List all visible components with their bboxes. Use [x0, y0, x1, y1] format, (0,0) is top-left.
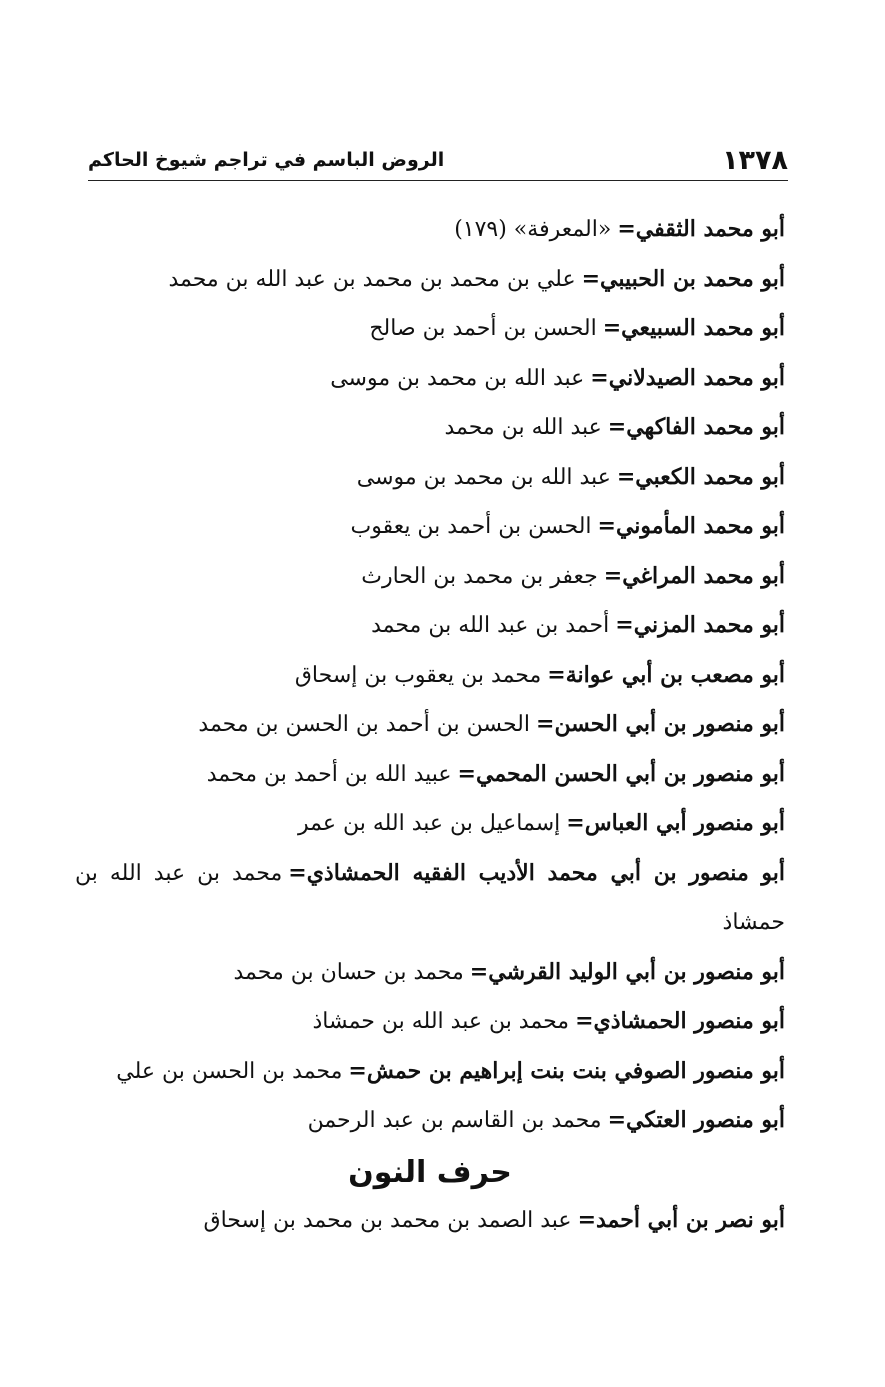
section-heading: حرف النون	[348, 1155, 512, 1190]
list-item: أبو محمد السبيعي=الحسن بن أحمد بن صالح	[369, 315, 785, 341]
page-header	[88, 140, 788, 180]
entry-identity: جعفر بن محمد بن الحارث	[361, 563, 598, 589]
entry-identity: الحسن بن أحمد بن الحسن بن محمد	[198, 712, 530, 737]
entry-identity: محمد بن يعقوب بن إسحاق	[294, 662, 542, 688]
list-item: أبو منصور أبي العباس=إسماعيل بن عبد الله بن عمر	[297, 810, 785, 836]
entry-identity: محمد بن الحسن بن علي	[116, 1058, 343, 1084]
entry-identity: عبد الله بن محمد بن موسى	[330, 365, 585, 391]
entry-identity: إسماعيل بن عبد الله بن عمر	[297, 811, 561, 836]
entry-identity: محمد بن حسان بن محمد	[233, 959, 464, 985]
header-rule	[88, 180, 788, 181]
list-item: أبو مصعب بن أبي عوانة=محمد بن يعقوب بن إسحاق	[294, 661, 785, 688]
list-item: أبو منصور بن أبي الحسن=الحسن بن أحمد بن الحسن بن محمد	[198, 711, 785, 737]
entry-kunya: أبو محمد الكعبي	[635, 463, 785, 490]
entry-kunya: أبو منصور بن أبي الحسن المحمي	[475, 760, 785, 787]
entry-identity: عبد الله بن محمد	[444, 415, 602, 440]
entry-identity: محمد بن عبد الله بن حمشاذ	[75, 860, 785, 935]
entry-kunya: أبو محمد بن الحبيبي	[600, 265, 785, 292]
entry-kunya: أبو محمد المراغي	[622, 562, 785, 589]
entry-kunya: أبو منصور بن أبي الوليد القرشي	[488, 958, 785, 985]
entry-kunya: أبو محمد السبيعي	[621, 315, 785, 341]
section-entry-list	[75, 1196, 785, 1246]
list-item: أبو محمد المأموني=الحسن بن أحمد بن يعقوب	[350, 513, 785, 539]
list-item: أبو منصور الصوفي بنت بنت إبراهيم بن حمش=محمد بن الحسن بن علي	[116, 1057, 785, 1084]
list-item: أبو منصور العتكي=محمد بن القاسم بن عبد الرحمن	[307, 1107, 785, 1133]
entry-kunya: أبو منصور بن أبي الحسن	[554, 711, 785, 737]
entry-kunya: أبو نصر بن أبي أحمد	[596, 1207, 785, 1233]
list-item: أبو محمد المزني=أحمد بن عبد الله بن محمد	[371, 612, 785, 638]
entry-kunya: أبو محمد المأموني	[615, 513, 785, 539]
list-item: أبو منصور الحمشاذي=محمد بن عبد الله بن حمشاذ	[312, 1008, 785, 1034]
list-item: أبو محمد الثقفي=«المعرفة» (١٧٩)	[454, 216, 785, 242]
entry-identity: علي بن محمد بن محمد بن عبد الله بن محمد	[168, 266, 576, 292]
entry-identity: عبيد الله بن أحمد بن محمد	[206, 761, 452, 787]
list-item: أبو منصور بن أبي الحسن المحمي=عبيد الله بن أحمد بن محمد	[206, 760, 785, 787]
entry-identity: «المعرفة» (١٧٩)	[454, 217, 612, 242]
list-item: أبو محمد بن الحبيبي=علي بن محمد بن محمد بن عبد الله بن محمد	[168, 265, 785, 292]
entry-kunya: أبو منصور أبي العباس	[584, 810, 785, 836]
entry-kunya: أبو منصور بن أبي محمد الأديب الفقيه الحمشاذي	[306, 859, 786, 886]
list-item: أبو منصور بن أبي الوليد القرشي=محمد بن حسان بن محمد	[233, 958, 785, 985]
list-item: أبو نصر بن أبي أحمد=عبد الصمد بن محمد بن محمد بن إسحاق	[203, 1207, 785, 1233]
entry-list	[75, 205, 785, 1146]
list-item: أبو محمد الصيدلاني=عبد الله بن محمد بن موسى	[330, 364, 785, 391]
entry-identity: الحسن بن أحمد بن يعقوب	[350, 514, 592, 539]
entry-identity: الحسن بن أحمد بن صالح	[369, 316, 597, 341]
entry-identity: أحمد بن عبد الله بن محمد	[371, 613, 610, 638]
entry-kunya: أبو منصور الحمشاذي	[593, 1008, 785, 1034]
entry-kunya: أبو محمد الثقفي	[635, 216, 785, 242]
entry-kunya: أبو محمد الصيدلاني	[608, 364, 785, 391]
entry-kunya: أبو محمد الفاكهي	[626, 414, 785, 440]
entry-identity: عبد الصمد بن محمد بن محمد بن إسحاق	[203, 1208, 572, 1233]
entry-kunya: أبو منصور الصوفي بنت بنت إبراهيم بن حمش	[366, 1057, 785, 1084]
entry-kunya: أبو مصعب بن أبي عوانة	[565, 661, 785, 688]
list-item: أبو محمد الكعبي=عبد الله بن محمد بن موسى	[356, 463, 785, 490]
entry-identity: محمد بن عبد الله بن حمشاذ	[312, 1009, 570, 1034]
entry-identity: محمد بن القاسم بن عبد الرحمن	[307, 1108, 602, 1133]
entry-identity: عبد الله بن محمد بن موسى	[356, 464, 611, 490]
list-item: أبو منصور بن أبي محمد الأديب الفقيه الحمشاذي=محمد بن عبد الله بن حمشاذ	[75, 859, 786, 935]
entry-kunya: أبو محمد المزني	[633, 612, 785, 638]
list-item: أبو محمد المراغي=جعفر بن محمد بن الحارث	[361, 562, 785, 589]
list-item: أبو محمد الفاكهي=عبد الله بن محمد	[444, 414, 785, 440]
entry-kunya: أبو منصور العتكي	[626, 1107, 785, 1133]
page-number: ١٣٧٨	[722, 144, 788, 176]
running-title: الروض الباسم في تراجم شيوخ الحاكم	[88, 149, 445, 171]
